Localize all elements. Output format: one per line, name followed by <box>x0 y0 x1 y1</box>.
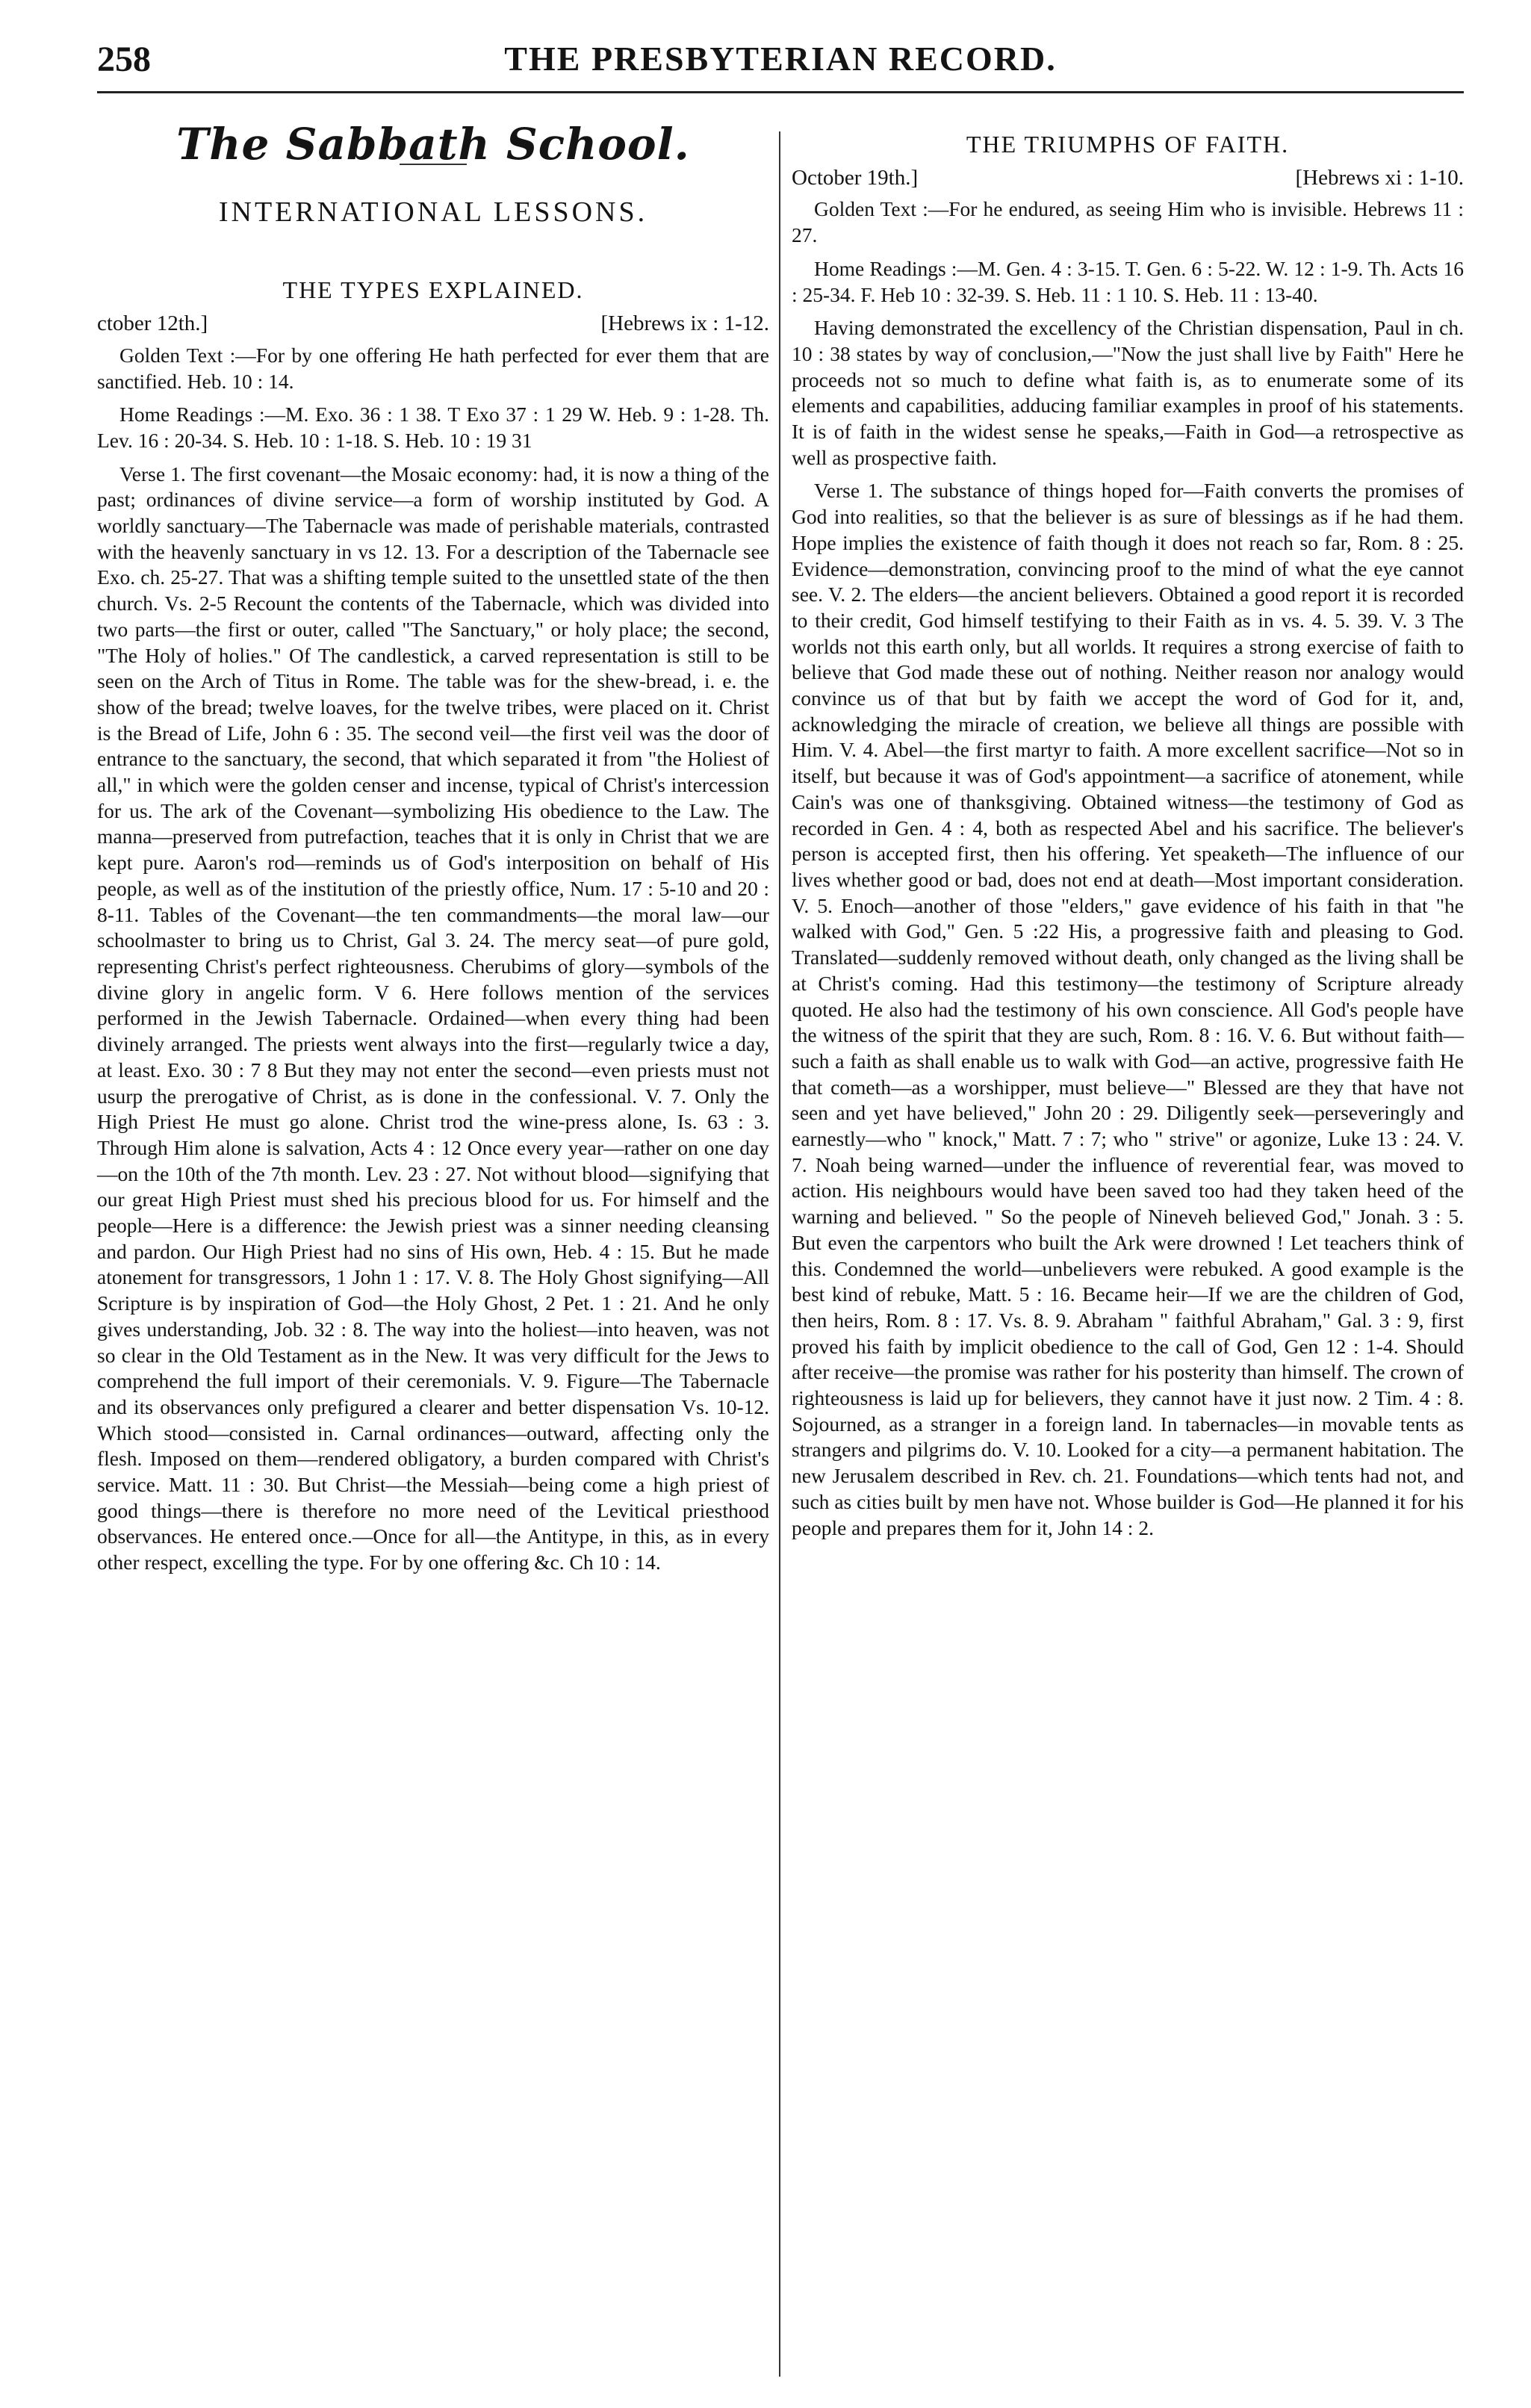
golden-text: Golden Text :—For by one offering He hath perfected for ever them that are sanctified. Heb. 10 : 14. <box>97 343 769 393</box>
page <box>97 39 1464 2377</box>
lesson-date-line <box>97 311 769 337</box>
lesson-title: THE TYPES EXPLAINED. <box>282 276 584 304</box>
running-head <box>97 39 1464 94</box>
lesson-date: ctober 12th.] <box>97 311 208 336</box>
department-title: The Sabbath School. <box>176 119 690 170</box>
column-divider <box>779 131 780 2377</box>
home-readings: Home Readings :—M. Gen. 4 : 3-15. T. Gen. 6 : 5-22. W. 12 : 1-9. Th. Acts 16 : 25-34. F. Heb 10 : 32-39. S. Heb. 11 : 1 10. S. Heb. 11 : 13-40. <box>792 256 1464 306</box>
lesson-date-line <box>792 165 1464 191</box>
left-column <box>97 119 769 2377</box>
lesson-introduction: Having demonstrated the excellency of the Christian dispensation, Paul in ch. 10 : 38 states by way of conclusion,—"Now the just shall live by Faith" Here he proceeds not so much to define what faith is, as to enumerate some of its elements and capabilities, adducing familiar examples in proof of his statements. It is of faith in the widest sense he speaks,—Faith in God—a retrospective as well as prospective faith. <box>792 316 1464 469</box>
journal-title: THE PRESBYTERIAN RECORD. <box>504 40 1057 78</box>
section-title: INTERNATIONAL LESSONS. <box>218 196 648 228</box>
columns <box>97 119 1464 2377</box>
lesson-commentary: Verse 1. The substance of things hoped for—Faith converts the promises of God into realities, so that the believer is as sure of blessings as if he had them. Hope implies the existence of faith though it does not reach so far, Rom. 8 : 25. Evidence—demonstration, convincing proof to the mind of what the eye cannot see. V. 2. The elders—the ancient believers. Obtained a good report it is recorded to their credit, God himself testifying to their Faith as in vs. 4. 5. 39. V. 3 The worlds not this earth only, but all worlds. It requires a strong exercise of faith to believe that God made these out of nothing. Neither reason nor analogy would convince us of that but by faith we accept the word of God for it, and, acknowledging the miracle of creation, we believe all things are possible with Him. V. 4. Abel—the first martyr to faith. A more excellent sacrifice—Not so in itself, but because it was of God's appointment—a sacrifice of atonement, while Cain's was one of thanksgiving. Obtained witness—the testimony of God as recorded in Gen. 4 : 4, both as respected Abel and his sacrifice. The believer's person is accepted first, then his offering. Yet speaketh—The influence of our lives whether good or bad, does not end at death—Most important consideration. V. 5. Enoch—another of those "elders," gave evidence of his faith in that "he walked with God," Gen. 5 :22 His, a progressive faith and pleasing to God. Translated—suddenly removed without death, only changed as the living shall be at Christ's coming. Had this testimony—the testimony of Scripture already quoted. He also had the testimony of his own conscience. All God's people have the witness of the spirit that they are such, Rom. 8 : 16. V. 6. But without faith—such a faith as shall enable us to walk with God—an active, progressive faith He that cometh—as a worshipper, must believe—" Blessed are they that have not seen and yet have believed," John 20 : 29. Diligently seek—perseveringly and earnestly—who " knock," Matt. 7 : 7; who " strive" or agonize, Luke 13 : 24. V. 7. Noah being warned—under the influence of reverential fear, was moved to action. His neighbours would have been saved too had they taken heed of the warning and believed. " So the people of Nineveh believed God," Jonah. 3 : 5. But even the carpentors who built the Ark were drowned ! Let teachers think of this. Condemned the world—unbelievers were rebuked. A good example is the best kind of rebuke, Matt. 5 : 16. Became heir—If we are the children of God, then heirs, Rom. 8 : 17. Vs. 8. 9. Abraham " faithful Abraham," Gal. 3 : 9, first proved his faith by implicit obedience to the call of God, Gen 12 : 1-4. Should after receive—the promise was rather for his posterity than himself. The crown of righteousness is laid up for believers, they cannot have it just now. 2 Tim. 4 : 8. Sojourned, as a stranger in a foreign land. In tabernacles—in movable tents as strangers and pilgrims do. V. 10. Looked for a city—a permanent habitation. The new Jerusalem described in Rev. ch. 21. Foundations—which tents had not, and such as cities built by men have not. Whose builder is God—He planned it for his people and prepares them for it, John 14 : 2. <box>792 479 1464 1539</box>
page-number: 258 <box>97 40 151 79</box>
right-column <box>792 131 1464 2377</box>
scripture-reference: [Hebrews ix : 1-12. <box>600 311 769 336</box>
home-readings: Home Readings :—M. Exo. 36 : 1 38. T Exo 37 : 1 29 W. Heb. 9 : 1-28. Th. Lev. 16 : 20-34. S. Heb. 10 : 1-18. S. Heb. 10 : 19 31 <box>97 403 769 452</box>
lesson-title: THE TRIUMPHS OF FAITH. <box>966 131 1290 158</box>
lesson-commentary: Verse 1. The first covenant—the Mosaic economy: had, it is now a thing of the past; ordinances of divine service—a form of worship instituted by God. A worldly sanctuary—The Tabernacle was made of perishable materials, contrasted with the heavenly sanctuary in vs 12. 13. For a description of the Tabernacle see Exo. ch. 25-27. That was a shifting temple suited to the unsettled state of the then church. Vs. 2-5 Recount the contents of the Tabernacle, which was divided into two parts—the first or outer, called "The Sanctuary," or holy place; the second, "The Holy of holies." Of The candlestick, a carved representation is still to be seen on the Arch of Titus in Rome. The table was for the shew-bread, i. e. the show of the bread; twelve loaves, for the twelve tribes, were placed on it. Christ is the Bread of Life, John 6 : 35. The second veil—the first veil was the door of entrance to the sanctuary, the second, that which separated it from "the Holiest of all," in which were the golden censer and incense, typical of Christ's intercession for us. The ark of the Covenant—symbolizing His obedience to the Law. The manna—preserved from putrefaction, teaches that it is only in Christ that we are kept pure. Aaron's rod—reminds us of God's interposition on behalf of His people, as well as of the institution of the priestly office, Num. 17 : 5-10 and 20 : 8-11. Tables of the Covenant—the ten commandments—the moral law—our schoolmaster to bring us to Christ, Gal 3. 24. The mercy seat—of pure gold, representing Christ's perfect righteousness. Cherubims of glory—symbols of the divine glory in angelic form. V 6. Here follows mention of the services performed in the Jewish Tabernacle. Ordained—when every thing had been divinely arranged. The priests went always into the first—regularly twice a day, at least. Exo. 30 : 7 8 But they may not enter the second—even priests must not usurp the prerogative of Christ, as is done in the confessional. V. 7. Only the High Priest He must go alone. Christ trod the wine-press alone, Is. 63 : 3. Through Him alone is salvation, Acts 4 : 12 Once every year—rather on one day—on the 10th of the 7th month. Lev. 23 : 27. Not without blood—signifying that our great High Priest must shed his precious blood for us. For himself and the people—Here is a difference: the Jewish priest was a sinner needing cleansing and pardon. Our High Priest had no sins of His own, Heb. 4 : 15. But he made atonement for transgressors, 1 John 1 : 17. V. 8. The Holy Ghost signifying—All Scripture is by inspiration of God—the Holy Ghost, 2 Pet. 1 : 21. And he only gives understanding, Job. 32 : 8. The way into the holiest—into heaven, was not so clear in the Old Testament as in the New. It was very difficult for the Jews to comprehend the full import of their ceremonials. V. 9. Figure—The Tabernacle and its observances only prefigured a clearer and better dispensation Vs. 10-12. Which stood—consisted in. Carnal ordinances—outward, affecting only the flesh. Imposed on them—rendered obligatory, a burden compared with Christ's service. Matt. 11 : 30. But Christ—the Messiah—being come a high priest of good things—there is therefore no more need of the Levitical priesthood observances. He entered once.—Once for all—the Antitype, in this, as in every other respect, excelling the type. For by one offering &c. Ch 10 : 14. <box>97 462 769 1574</box>
header-rule <box>97 91 1464 93</box>
golden-text: Golden Text :—For he endured, as seeing Him who is invisible. Hebrews 11 : 27. <box>792 197 1464 247</box>
lesson-date: October 19th.] <box>792 165 919 190</box>
scripture-reference: [Hebrews xi : 1-10. <box>1295 165 1464 190</box>
